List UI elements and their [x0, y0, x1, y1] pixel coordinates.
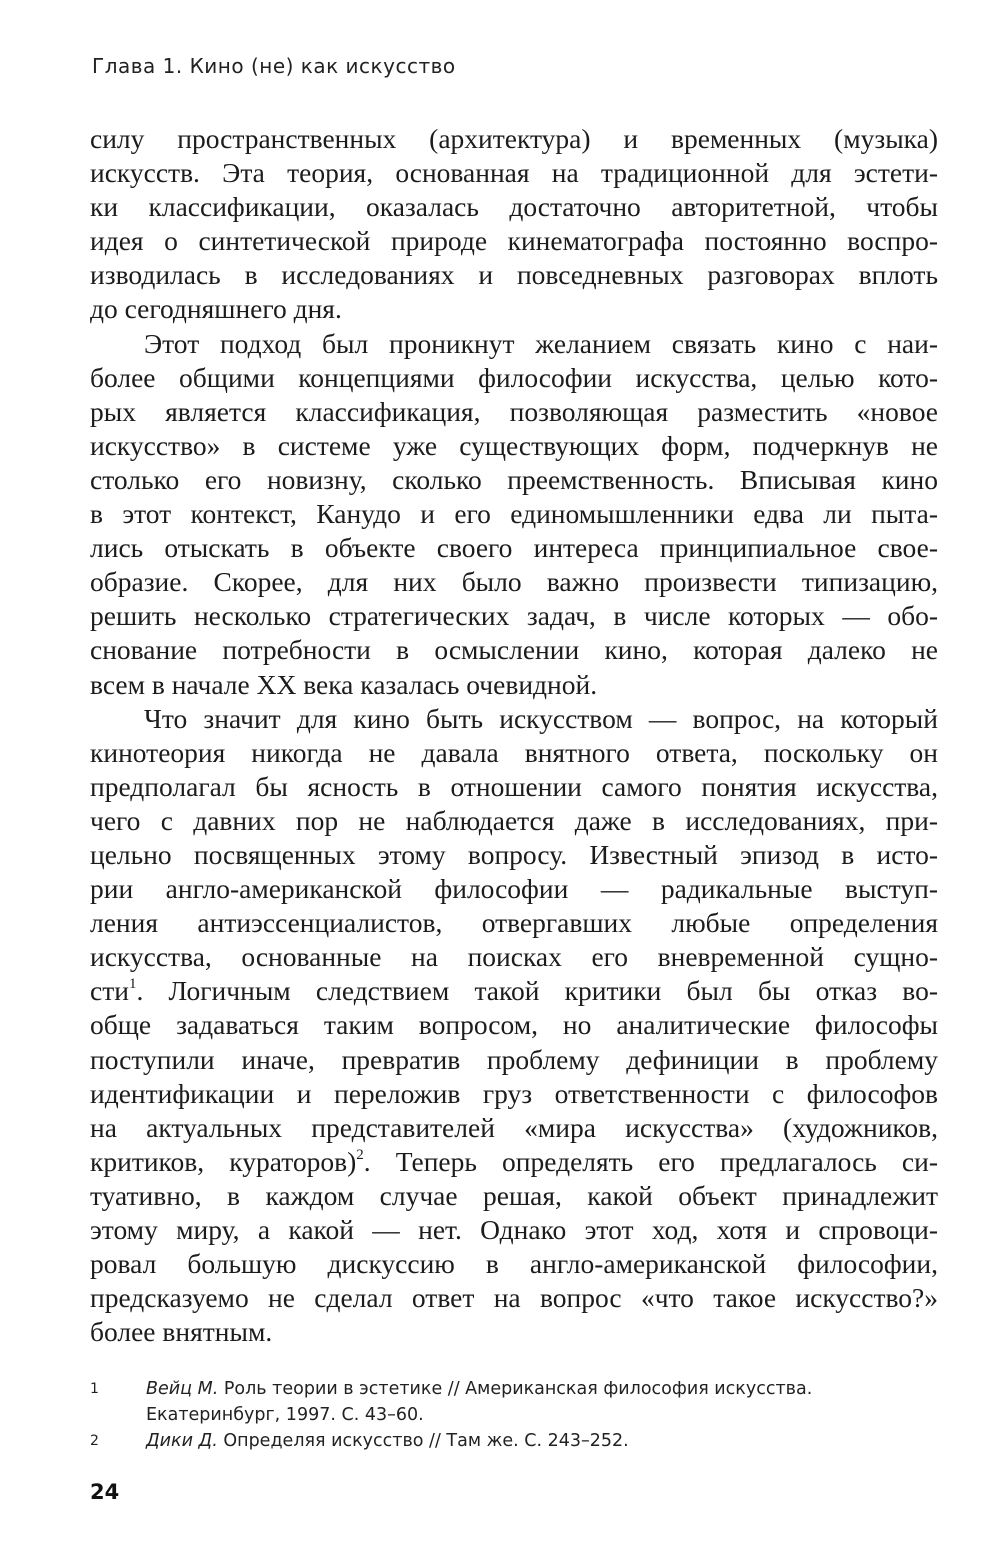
text-line: более внятным. — [90, 1316, 273, 1348]
text-line — [90, 1145, 938, 1179]
text-line: цельно посвященных этому вопросу. Известный эпизод в исто- — [90, 838, 938, 870]
footnote-text: Екатеринбург, 1997. С. 43–60. — [146, 1405, 424, 1425]
text-line: рии англо-американской философии — радикальные выступ- — [90, 873, 938, 905]
text-line: рых является классификация, позволяющая разместить «новое — [90, 395, 938, 427]
text-fragment: . Логичным следствием такой критики был бы отказ во- — [136, 975, 938, 1007]
text-line: идентификации и переложив груз ответственности с философов — [90, 1077, 938, 1109]
text-line: идея о синтетической природе кинематографа постоянно воспро- — [90, 225, 938, 257]
text-line: лись отыскать в объекте своего интереса принципиальное свое- — [90, 532, 938, 564]
footnotes — [90, 1376, 950, 1454]
text-fragment: . Теперь определять его предлагалось си- — [363, 1145, 939, 1177]
footnote-number: 1 — [90, 1381, 99, 1397]
text-fragment: сти — [90, 975, 129, 1007]
page-number: 24 — [90, 1480, 120, 1504]
text-line: этому миру, а какой — нет. Однако этот ход, хотя и спровоци- — [90, 1214, 938, 1245]
text-fragment: критиков, кураторов) — [90, 1145, 357, 1177]
text-line: предполагал бы ясность в отношении самого понятия искусства, — [90, 770, 938, 802]
body-text — [90, 122, 938, 1349]
footnote-1 — [90, 1376, 950, 1428]
text-line: Что значит для кино быть искусством — вопрос, на который — [144, 702, 938, 734]
footnote-text: Роль теории в эстетике // Американская философия искусства. — [218, 1379, 813, 1399]
text-line: на актуальных представителей «мира искусства» (художников, — [90, 1111, 938, 1143]
text-line: кинотеория никогда не давала внятного ответа, поскольку он — [90, 736, 938, 768]
text-line: столько его новизну, сколько преемственность. Вписывая кино — [90, 463, 938, 495]
text-line: в этот контекст, Канудо и его единомышленники едва ли пыта- — [90, 498, 938, 530]
text-line: решить несколько стратегических задач, в числе которых — обо- — [90, 600, 938, 632]
text-line: искусств. Эта теория, основанная на традиционной для эстети- — [90, 157, 938, 189]
text-line: обще задаваться таким вопросом, но аналитические философы — [90, 1009, 938, 1041]
text-line: силу пространственных (архитектура) и временных (музыка) — [90, 123, 938, 154]
footnote-text: Определяя искусство // Там же. С. 243–252. — [217, 1431, 629, 1451]
text-line: ки классификации, оказалась достаточно авторитетной, чтобы — [90, 191, 938, 223]
text-line: всем в начале XX века казалась очевидной. — [90, 668, 598, 700]
text-line: поступили иначе, превратив проблему дефиниции в проблему — [90, 1043, 938, 1075]
footnote-ref-2[interactable]: 2 — [356, 1146, 364, 1163]
text-line — [90, 974, 938, 1008]
text-line: образие. Скорее, для них было важно произвести типизацию, — [90, 566, 938, 598]
footnote-author: Дики Д. — [146, 1431, 218, 1451]
text-line: ления антиэссенциалистов, отвергавших любые определения — [90, 907, 938, 939]
text-line: изводилась в исследованиях и повседневных разговорах вплоть — [90, 259, 938, 291]
text-line: снование потребности в осмыслении кино, которая далеко не — [90, 634, 938, 666]
text-line: более общими концепциями философии искусства, целью кото- — [90, 361, 938, 393]
text-line: искусства, основанные на поисках его вневременной сущно- — [90, 941, 938, 973]
text-line: туативно, в каждом случае решая, какой объект принадлежит — [90, 1179, 938, 1211]
text-line: искусство» в системе уже существующих форм, подчеркнув не — [90, 429, 938, 461]
text-line: чего с давних пор не наблюдается даже в исследованиях, при- — [90, 804, 938, 836]
running-head: Глава 1. Кино (не) как искусство — [92, 54, 456, 78]
footnote-author: Вейц М. — [146, 1379, 219, 1399]
footnote-number: 2 — [90, 1433, 99, 1449]
footnote-ref-1[interactable]: 1 — [128, 976, 137, 993]
text-line: предсказуемо не сделал ответ на вопрос «что такое искусство?» — [90, 1282, 938, 1314]
text-line: ровал большую дискуссию в англо-американской философии, — [90, 1248, 938, 1280]
text-line: Этот подход был проникнут желанием связать кино с наи- — [144, 327, 938, 359]
text-line: до сегодняшнего дня. — [90, 293, 342, 325]
footnote-2 — [90, 1428, 950, 1454]
